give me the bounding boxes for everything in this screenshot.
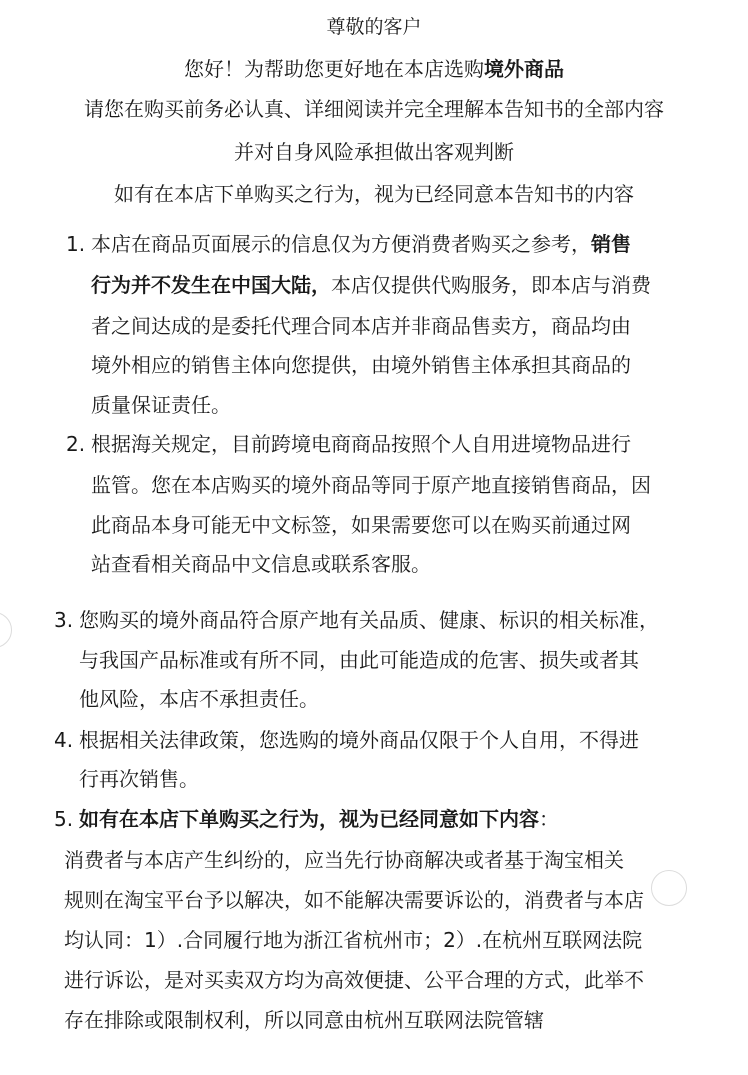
item-4-number: 4. bbox=[54, 728, 74, 752]
item-5-heading-bold: 如有在本店下单购买之行为，视为已经同意如下内容 bbox=[79, 807, 539, 831]
item-1-number: 1. bbox=[66, 232, 86, 256]
item-2-line-3: 此商品本身可能无中文标签，如果需要您可以在购买前通过网 bbox=[91, 513, 631, 537]
item-2-line-1: 根据海关规定，目前跨境电商商品按照个人自用进境物品进行 bbox=[91, 432, 631, 456]
item-5-number: 5. bbox=[54, 807, 74, 831]
item-2-number: 2. bbox=[66, 432, 86, 456]
item-1-text: 本店仅提供代购服务，即本店与消费 bbox=[331, 273, 651, 297]
item-5-line-2: 规则在淘宝平台予以解决，如不能解决需要诉讼的，消费者与本店 bbox=[64, 888, 644, 912]
item-5-line-5: 存在排除或限制权利，所以同意由杭州互联网法院管辖 bbox=[64, 1008, 544, 1032]
item-3-line-3: 他风险，本店不承担责任。 bbox=[79, 687, 319, 711]
agree-notice: 如有在本店下单购买之行为，视为已经同意本告知书的内容 bbox=[114, 182, 634, 206]
item-1-line-2 bbox=[91, 272, 651, 298]
item-1-line-4: 境外相应的销售主体向您提供，由境外销售主体承担其商品的 bbox=[91, 353, 631, 377]
item-1-highlight-a: 销售 bbox=[591, 232, 631, 256]
item-1-line-3: 者之间达成的是委托代理合同本店并非商品售卖方，商品均由 bbox=[91, 314, 631, 338]
item-3-number: 3. bbox=[54, 608, 74, 632]
right-edge-circle bbox=[651, 870, 687, 906]
item-3-line-1: 您购买的境外商品符合原产地有关品质、健康、标识的相关标准， bbox=[79, 608, 659, 632]
item-5-line-1: 消费者与本店产生纠纷的，应当先行协商解决或者基于淘宝相关 bbox=[64, 848, 624, 872]
item-3-line-2: 与我国产品标准或有所不同，由此可能造成的危害、损失或者其 bbox=[79, 648, 639, 672]
read-notice: 请您在购买前务必认真、详细阅读并完全理解本告知书的全部内容 bbox=[84, 97, 664, 121]
greeting-line bbox=[0, 53, 748, 82]
left-edge-circle bbox=[0, 612, 12, 648]
item-1-text: 本店在商品页面展示的信息仅为方便消费者购买之参考， bbox=[91, 232, 591, 256]
item-5-line-3: 均认同：1）.合同履行地为浙江省杭州市；2）.在杭州互联网法院 bbox=[64, 928, 643, 952]
item-2-line-2: 监管。您在本店购买的境外商品等同于原产地直接销售商品，因 bbox=[91, 473, 651, 497]
judge-notice: 并对自身风险承担做出客观判断 bbox=[234, 140, 514, 164]
item-5-line-4: 进行诉讼，是对买卖双方均为高效便捷、公平合理的方式，此举不 bbox=[64, 968, 644, 992]
item-1-highlight-b: 行为并不发生在中国大陆， bbox=[91, 273, 331, 297]
item-4-line-2: 行再次销售。 bbox=[79, 767, 199, 791]
greeting-text: 您好！为帮助您更好地在本店选购 bbox=[184, 57, 484, 81]
greeting-highlight: 境外商品 bbox=[484, 57, 564, 81]
item-5-heading-tail: ： bbox=[539, 807, 559, 831]
item-1-line-5: 质量保证责任。 bbox=[91, 393, 231, 417]
item-1-line-1 bbox=[91, 231, 631, 257]
notice-title: 尊敬的客户 bbox=[326, 16, 422, 38]
item-2-line-4: 站查看相关商品中文信息或联系客服。 bbox=[91, 552, 431, 576]
item-4-line-1: 根据相关法律政策，您选购的境外商品仅限于个人自用，不得进 bbox=[79, 728, 639, 752]
item-5-heading bbox=[79, 806, 559, 832]
